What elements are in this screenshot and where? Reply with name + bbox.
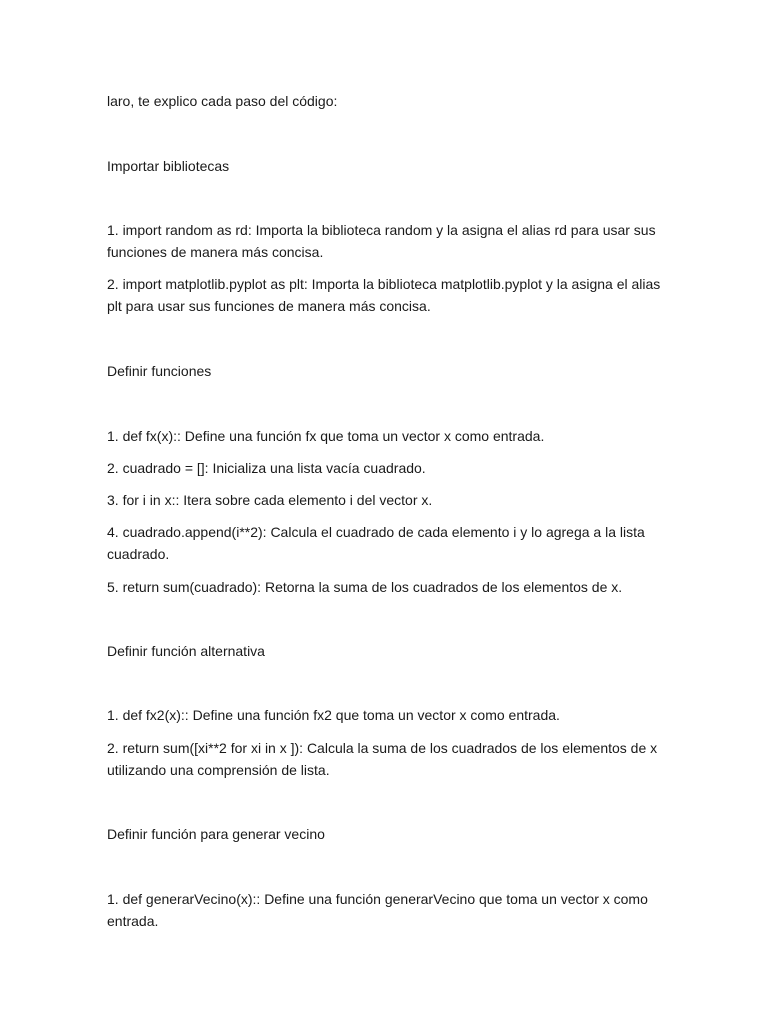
section-heading-alternativa: Definir función alternativa [107, 643, 265, 659]
list-item: 4. cuadrado.append(i**2): Calcula el cuadrado de cada elemento i y lo agrega a la lista cuadrado. [107, 524, 645, 562]
list-item: 5. return sum(cuadrado): Retorna la suma de los cuadrados de los elementos de x. [107, 579, 623, 595]
list-item: 2. cuadrado = []: Inicializa una lista vacía cuadrado. [107, 460, 426, 476]
list-item: 2. return sum([xi**2 for xi in x ]): Calcula la suma de los cuadrados de los elementos de x utilizando una comprensión de lista. [107, 740, 658, 778]
section-heading-funciones: Definir funciones [107, 363, 212, 379]
list-item: 1. def generarVecino(x):: Define una función generarVecino que toma un vector x como entrada. [107, 891, 648, 929]
list-item: 1. import random as rd: Importa la biblioteca random y la asigna el alias rd para usar sus funciones de manera más concisa. [107, 222, 656, 260]
list-item: 2. import matplotlib.pyplot as plt: Importa la biblioteca matplotlib.pyplot y la asigna el alias plt para usar sus funciones de manera más concisa. [107, 276, 661, 314]
document-page [107, 0, 667, 1024]
intro-text: laro, te explico cada paso del código: [107, 93, 338, 109]
list-item: 3. for i in x:: Itera sobre cada elemento i del vector x. [107, 492, 433, 508]
list-item: 1. def fx(x):: Define una función fx que toma un vector x como entrada. [107, 428, 545, 444]
section-heading-importar: Importar bibliotecas [107, 158, 230, 174]
section-heading-vecino: Definir función para generar vecino [107, 826, 325, 842]
list-item: 1. def fx2(x):: Define una función fx2 que toma un vector x como entrada. [107, 707, 560, 723]
